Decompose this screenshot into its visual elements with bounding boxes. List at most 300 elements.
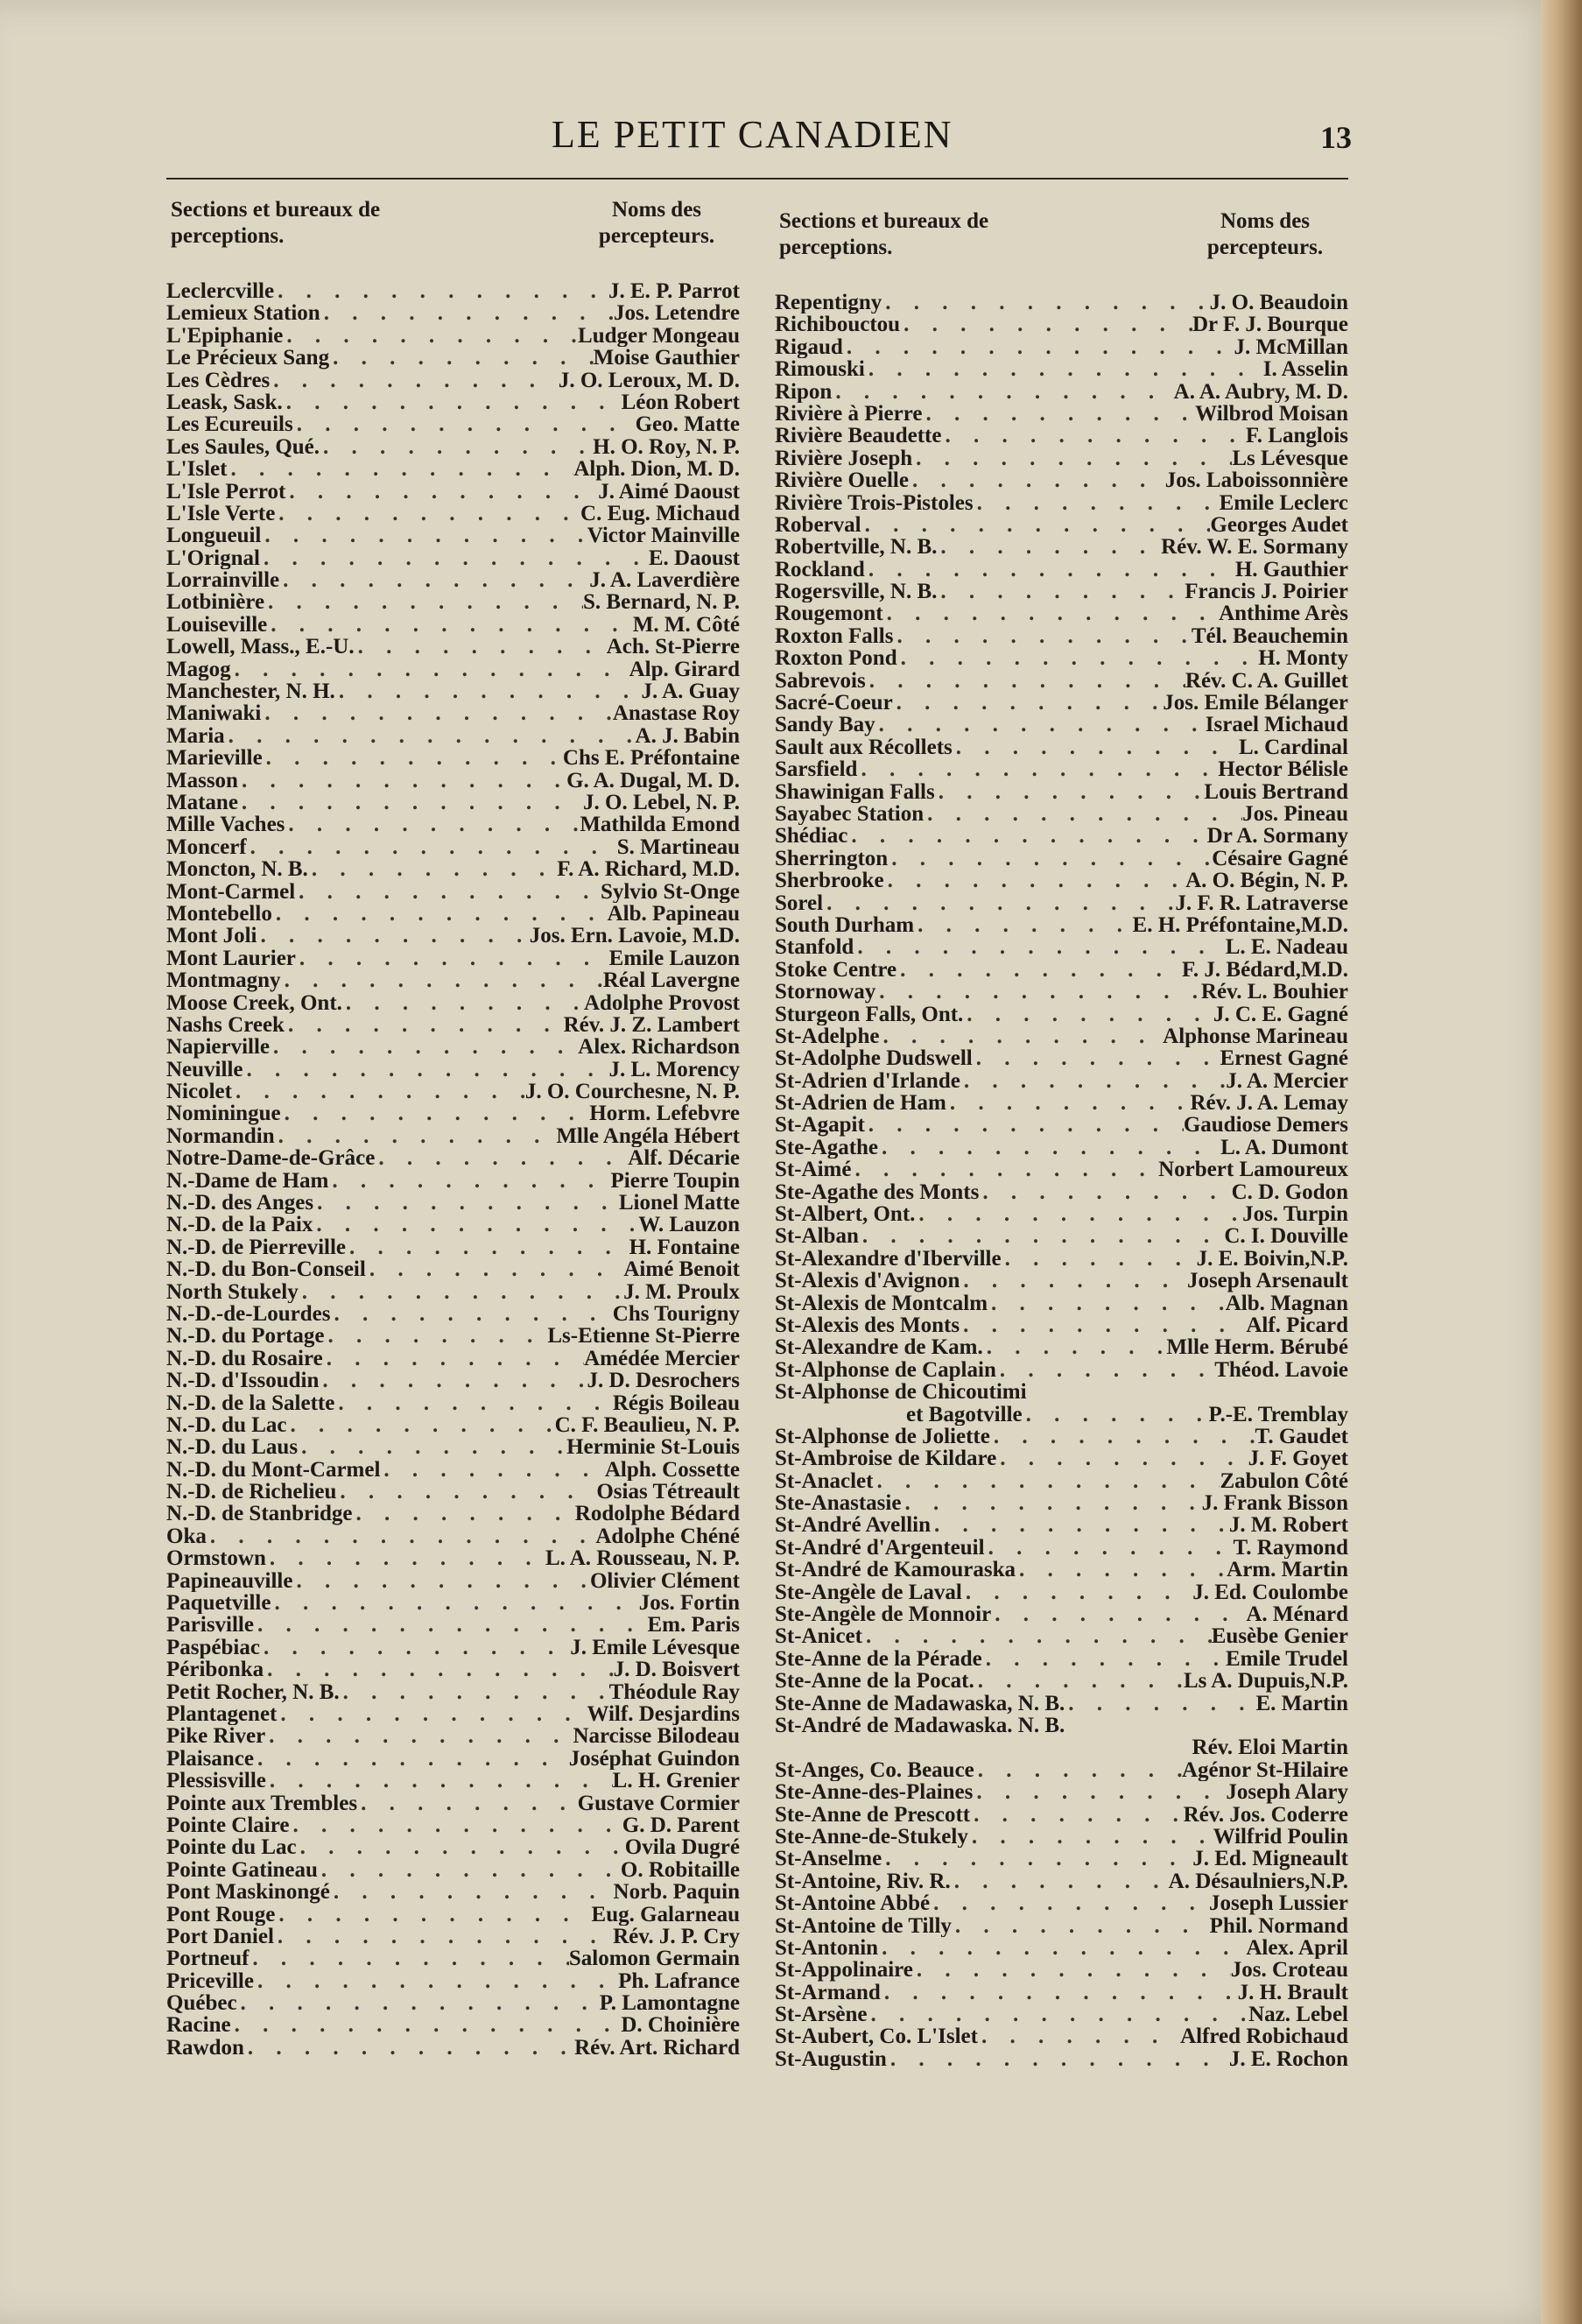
list-item: [775, 1447, 1348, 1469]
place-name: St-Agapit: [775, 1114, 865, 1137]
collector-name: Norb. Paquin: [613, 1881, 740, 1904]
place-name: L'Epiphanie: [166, 324, 284, 348]
place-name: St-Anselme: [775, 1848, 882, 1870]
place-name: St-Adolphe Dudswell: [775, 1047, 973, 1070]
collector-name: J. A. Guay: [641, 680, 740, 703]
place-name: Port Daniel: [166, 1925, 274, 1948]
place-name: L'Isle Verte: [166, 502, 276, 525]
dot-leader: [283, 325, 578, 347]
place-name: Rivière Ouelle: [775, 469, 909, 492]
list-item: [166, 1192, 740, 1214]
collector-name: Ernest Gagné: [1220, 1047, 1348, 1070]
place-name: Mont Joli: [166, 925, 257, 947]
place-name: Moncton, N. B.: [166, 858, 308, 881]
dot-leader: [912, 447, 1232, 469]
header-rule: [166, 178, 1348, 180]
place-name: Ripon: [775, 380, 833, 403]
list-item: [775, 1625, 1348, 1647]
place-name: Ste-Anne-des-Plaines: [775, 1781, 974, 1804]
dot-leader: [913, 1959, 1231, 1981]
collector-name: Jos. Laboissonnière: [1164, 469, 1348, 492]
collector-name: Lionel Matte: [618, 1192, 740, 1215]
collector-name: P.-E. Tremblay: [1208, 1403, 1348, 1426]
collector-name: T. Raymond: [1233, 1536, 1348, 1560]
list-item: [775, 313, 1348, 335]
list-item: [166, 1170, 740, 1192]
list-item: [166, 413, 740, 435]
collector-name: Alex. April: [1246, 1936, 1348, 1960]
list-item: [775, 2004, 1348, 2025]
list-item: [166, 591, 740, 613]
place-name: N.-D. du Bon-Conseil: [166, 1258, 366, 1281]
right-column-list: [775, 292, 1348, 2070]
dot-leader: [375, 1147, 628, 1169]
list-item: [166, 1503, 740, 1525]
place-name: Paquetville: [166, 1592, 271, 1615]
collector-name: Agénor St-Hilaire: [1181, 1758, 1348, 1782]
dot-leader: [308, 858, 557, 880]
dot-leader: [970, 1804, 1183, 1826]
collector-name: Dr F. J. Bourque: [1192, 313, 1348, 336]
collector-name: Ludger Mongeau: [578, 324, 740, 348]
dot-leader: [313, 1192, 619, 1214]
list-item: [775, 492, 1348, 514]
left-column-header: [166, 197, 740, 267]
list-item: [775, 381, 1348, 403]
list-item: [775, 1915, 1348, 1937]
dot-leader: [298, 1436, 566, 1458]
place-name: N.-D. du Rosaire: [166, 1347, 323, 1370]
dot-leader: [854, 936, 1225, 958]
place-name: Pike River: [166, 1725, 266, 1748]
place-name: Matane: [166, 791, 238, 814]
collector-name: Georges Audet: [1210, 513, 1348, 537]
place-name: Maniwaki: [166, 702, 262, 725]
dot-leader: [340, 1681, 609, 1703]
place-name: St-Alexis des Monts: [775, 1313, 960, 1337]
list-item: [775, 1514, 1348, 1536]
collector-name: Alp. Girard: [629, 658, 740, 681]
list-item: [775, 1314, 1348, 1336]
dot-leader: [893, 692, 1164, 714]
dot-leader: [951, 1870, 1169, 1892]
collector-name: A. A. Aubry, M. D.: [1173, 380, 1348, 403]
dot-leader: [991, 1603, 1246, 1625]
dot-leader: [915, 1203, 1242, 1225]
place-name: Longueuil: [166, 525, 262, 547]
list-item: [775, 625, 1348, 647]
collector-name: C. D. Godon: [1231, 1180, 1348, 1204]
dot-leader: [274, 280, 608, 302]
place-name: St-Antonin: [775, 1936, 879, 1960]
place-name: Sherrington: [775, 847, 889, 870]
dot-leader: [254, 1614, 647, 1636]
list-item: [775, 1848, 1348, 1870]
list-item: [166, 1370, 740, 1391]
place-name: Ste-Anne-de-Stukely: [775, 1825, 968, 1849]
collector-name: Wilbrod Moisan: [1195, 402, 1348, 426]
collector-name: E. Martin: [1255, 1692, 1348, 1715]
list-item: [166, 1258, 740, 1280]
dot-leader: [960, 1314, 1246, 1336]
dot-leader: [279, 569, 589, 591]
list-item: [775, 1114, 1348, 1136]
collector-name: E. H. Préfontaine,M.D.: [1132, 913, 1348, 937]
place-name: St-Alexis de Montcalm: [775, 1292, 988, 1314]
collector-name: Osias Tétreault: [596, 1481, 740, 1504]
collector-name: A. Désaulniers,N.P.: [1168, 1870, 1348, 1893]
list-item: [775, 1537, 1348, 1559]
dot-leader: [990, 1426, 1255, 1447]
list-item: [166, 1325, 740, 1347]
place-name: Ste-Anne de la Pérade: [775, 1647, 982, 1671]
dot-leader: [983, 1336, 1167, 1358]
dot-leader: [866, 670, 1185, 692]
dot-leader: [900, 313, 1192, 335]
place-name: Plantagenet: [166, 1703, 278, 1726]
list-item: [166, 1792, 740, 1814]
collector-name: Geo. Matte: [635, 413, 740, 436]
place-name: Lowell, Mass., E.-U.: [166, 636, 355, 658]
list-item: [775, 1092, 1348, 1114]
collector-name: A. J. Babin: [635, 724, 740, 748]
collector-name: Em. Paris: [647, 1614, 740, 1637]
list-item: [775, 1270, 1348, 1292]
dot-leader: [313, 1214, 638, 1236]
place-name: Roberval: [775, 513, 861, 537]
place-name: St-Anges, Co. Beauce: [775, 1758, 974, 1782]
list-item: [775, 602, 1348, 624]
dot-leader: [254, 1970, 618, 1992]
place-name: Oka: [166, 1525, 207, 1548]
list-item: [775, 1137, 1348, 1158]
collector-name: Pierre Toupin: [610, 1169, 740, 1193]
collector-name: Sylvio St-Onge: [600, 880, 740, 903]
dot-leader: [865, 358, 1263, 380]
list-item: [166, 658, 740, 680]
dot-leader: [320, 302, 614, 324]
collector-name: J. Aimé Daoust: [598, 480, 740, 503]
collector-name: Zabulon Côté: [1220, 1469, 1348, 1493]
dot-leader: [265, 1725, 573, 1747]
dot-leader: [941, 425, 1245, 447]
place-name: Masson: [166, 769, 238, 792]
list-item: [166, 525, 740, 546]
collector-name: Emile Leclerc: [1219, 491, 1348, 514]
place-name: Leclercville: [166, 280, 275, 303]
list-item: [166, 1281, 740, 1303]
place-name: N.-D. d'Issoudin: [166, 1370, 320, 1392]
place-name: Pont Maskinongé: [166, 1881, 330, 1904]
list-item: [166, 1236, 740, 1258]
list-item: [775, 1381, 1348, 1403]
collector-name: Rév. L. Bouhier: [1200, 981, 1348, 1004]
collector-name: Régis Boileau: [612, 1391, 740, 1414]
place-name: St-Adelphe: [775, 1025, 880, 1048]
list-item: [166, 636, 740, 658]
collector-name: P. Lamontagne: [599, 1992, 740, 2015]
list-item: [166, 1147, 740, 1169]
list-item: [775, 425, 1348, 447]
dot-leader: [924, 803, 1242, 825]
collector-name: Joséphat Guindon: [568, 1747, 740, 1771]
dot-leader: [266, 1547, 545, 1569]
list-item: [166, 2037, 740, 2059]
place-name: St-Aubert, Co. L'Islet: [775, 2025, 978, 2048]
place-name: Le Précieux Sang: [166, 347, 330, 370]
dot-leader: [264, 1658, 613, 1680]
dot-leader: [963, 1004, 1213, 1025]
list-item: [775, 914, 1348, 936]
collector-name: Rév. Jos. Coderre: [1183, 1803, 1348, 1826]
list-item: [166, 1125, 740, 1147]
collector-name: Chs E. Préfontaine: [562, 747, 740, 770]
collector-name: J. E. Rochon: [1228, 2047, 1348, 2071]
dot-leader: [875, 981, 1201, 1003]
place-name: Sarsfield: [775, 758, 858, 781]
place-name: St-André d'Argenteuil: [775, 1536, 985, 1560]
dot-leader: [935, 781, 1205, 803]
dot-leader: [930, 1892, 1209, 1914]
collector-name: Amédée Mercier: [584, 1347, 740, 1370]
collector-name: Alex. Richardson: [578, 1036, 740, 1059]
place-name: Sturgeon Falls, Ont.: [775, 1003, 964, 1025]
list-item: [166, 770, 740, 792]
collector-name: Chs Tourigny: [612, 1302, 740, 1326]
collector-name: J. A. Mercier: [1226, 1069, 1348, 1093]
collector-name: J. O. Beaudoin: [1209, 292, 1348, 314]
collector-name: L. A. Dumont: [1220, 1136, 1348, 1159]
dot-leader: [266, 1770, 613, 1792]
collector-name: D. Choinière: [621, 2014, 740, 2037]
list-item: [775, 981, 1348, 1003]
list-item: [166, 370, 740, 391]
place-name: Plaisance: [166, 1747, 254, 1771]
place-name: Lemieux Station: [166, 302, 320, 325]
collector-name: Joseph Alary: [1226, 1781, 1348, 1804]
place-name: Neuville: [166, 1058, 243, 1081]
collector-name: J. H. Brault: [1237, 1981, 1348, 2004]
place-name: Québec: [166, 1992, 237, 2015]
dot-leader: [1016, 1559, 1227, 1581]
collector-name: Rév. Art. Richard: [574, 2036, 740, 2060]
list-item: [775, 1359, 1348, 1381]
collector-name: C. I. Douville: [1224, 1225, 1348, 1248]
list-item: [775, 1004, 1348, 1025]
list-item: [166, 1658, 740, 1680]
list-item: [775, 647, 1348, 669]
collector-name: Léon Robert: [621, 391, 740, 414]
collector-name: J. McMillan: [1234, 335, 1348, 359]
dot-leader: [968, 1826, 1213, 1848]
dot-leader: [264, 591, 583, 613]
place-name: St-Antoine Abbé: [775, 1892, 931, 1915]
page-header: [0, 112, 1510, 165]
collector-name: Olivier Clément: [589, 1569, 740, 1593]
collector-name: Eusèbe Genier: [1211, 1625, 1348, 1648]
collector-name: Jos. Croteau: [1230, 1959, 1348, 1982]
dot-leader: [914, 914, 1132, 936]
dot-leader: [878, 1937, 1246, 1959]
collector-name: Jos. Ern. Lavoie, M.D.: [529, 925, 740, 947]
dot-leader: [247, 836, 617, 858]
place-name: St-Augustin: [775, 2047, 887, 2071]
list-item: [775, 1937, 1348, 1959]
collector-name: Jos. Turpin: [1242, 1203, 1348, 1226]
collector-name: Rév. W. E. Sormany: [1161, 536, 1348, 559]
dot-leader: [960, 1070, 1226, 1092]
place-name: St-Alexandre d'Iberville: [775, 1247, 1002, 1271]
place-name: Manchester, N. H.: [166, 680, 335, 703]
list-item: [775, 848, 1348, 870]
place-name: Louiseville: [166, 613, 268, 637]
place-name: Ste-Anne de Madawaska, N. B.: [775, 1692, 1065, 1715]
place-name: Magog: [166, 658, 231, 681]
list-item: [166, 1904, 740, 1926]
collector-name: Adolphe Provost: [583, 991, 740, 1014]
place-name: Rawdon: [166, 2036, 244, 2060]
dot-leader: [342, 992, 584, 1014]
collector-name: Alf. Décarie: [628, 1147, 740, 1170]
list-item: [166, 547, 740, 569]
list-item: [775, 1404, 1348, 1426]
place-name: Sabrevois: [775, 669, 866, 693]
place-name: Rivière Joseph: [775, 447, 913, 470]
list-item: [775, 892, 1348, 914]
collector-name: Gaudiose Demers: [1183, 1114, 1348, 1137]
list-item: [166, 391, 740, 413]
list-item: [775, 1826, 1348, 1848]
collector-name: H. Fontaine: [629, 1236, 740, 1259]
place-name: Ste-Anastasie: [775, 1492, 902, 1515]
collector-name: C. Eug. Michaud: [580, 502, 740, 525]
place-name: Mont-Carmel: [166, 880, 296, 903]
dot-leader: [267, 614, 633, 636]
dot-leader: [865, 1114, 1184, 1136]
list-item: [166, 347, 740, 369]
collector-name: F. Langlois: [1245, 425, 1348, 447]
list-item: [775, 403, 1348, 425]
list-item: [775, 358, 1348, 380]
place-name: Lorrainville: [166, 569, 280, 592]
column-heading-collectors: Noms des percepteurs.: [598, 198, 715, 248]
dot-leader: [263, 747, 563, 769]
collector-name: G. A. Dugal, M. D.: [566, 769, 740, 792]
list-item: [775, 1603, 1348, 1625]
place-name: Sherbrooke: [775, 870, 884, 892]
collector-name: Arm. Martin: [1227, 1559, 1348, 1581]
place-name: Rogersville, N. B.: [775, 581, 938, 603]
collector-name: M. M. Côté: [632, 613, 740, 637]
collector-name: Mlle Herm. Bérubé: [1166, 1336, 1348, 1359]
collector-name: L. E. Nadeau: [1225, 936, 1348, 959]
list-item: [775, 1426, 1348, 1447]
dot-leader: [285, 1014, 564, 1036]
list-item: [166, 1703, 740, 1725]
dot-leader: [231, 658, 629, 680]
list-item: [166, 1348, 740, 1370]
dot-leader: [985, 1537, 1234, 1559]
dot-leader: [884, 870, 1186, 891]
dot-leader: [237, 1992, 600, 2014]
place-name: N.-D. de Stanbridge: [166, 1503, 353, 1525]
collector-name: J. E. Boivin,N.P.: [1196, 1247, 1348, 1271]
collector-name: J. Ed. Coulombe: [1192, 1581, 1348, 1604]
list-item: [775, 1336, 1348, 1358]
place-name: Papineauville: [166, 1569, 293, 1593]
collector-name: S. Bernard, N. P.: [583, 591, 740, 614]
list-item: [166, 325, 740, 347]
collector-name: Eug. Galarneau: [591, 1903, 740, 1926]
list-item: [166, 1414, 740, 1436]
list-item: [166, 1748, 740, 1770]
list-item: [166, 302, 740, 324]
place-name: Sayabec Station: [775, 802, 925, 826]
place-name: N.-D. de Richelieu: [166, 1481, 337, 1504]
place-name: N.-D.-de-Lourdes: [166, 1302, 331, 1326]
dot-leader: [275, 1904, 591, 1926]
collector-name: Tél. Beauchemin: [1191, 624, 1348, 648]
place-name: Rimouski: [775, 358, 865, 381]
place-name: Pointe Gatineau: [166, 1858, 318, 1882]
dot-leader: [862, 1625, 1212, 1647]
dot-leader: [832, 381, 1173, 403]
page-title: LE PETIT CANADIEN: [552, 113, 953, 156]
right-column: [775, 208, 1348, 2070]
dot-leader: [320, 436, 593, 458]
place-name: N.-D. de Pierreville: [166, 1236, 347, 1259]
place-name: N.-D. de la Salette: [166, 1391, 335, 1414]
dot-leader: [238, 792, 583, 813]
place-name: Ste-Agathe: [775, 1136, 879, 1159]
page-edge: [1541, 0, 1582, 2324]
place-name: Rougemont: [775, 602, 883, 625]
list-item: [166, 1836, 740, 1858]
place-name: Notre-Dame-de-Grâce: [166, 1147, 376, 1170]
collector-name: Alb. Magnan: [1225, 1292, 1348, 1314]
place-name: Robertville, N. B.: [775, 536, 938, 559]
collector-name: Moise Gauthier: [593, 347, 740, 370]
list-item: [775, 1959, 1348, 1981]
dot-leader: [296, 947, 609, 969]
list-item: [166, 2014, 740, 2036]
collector-name: Alph. Dion, M. D.: [573, 458, 740, 481]
list-item: [775, 1781, 1348, 1803]
dot-leader: [893, 625, 1191, 647]
dot-leader: [897, 647, 1259, 669]
collector-name: Salomon Germain: [568, 1947, 740, 1970]
collector-name: E. Daoust: [648, 546, 740, 570]
collector-name: Rév. Eloi Martin: [1192, 1736, 1348, 1759]
list-item: [775, 1870, 1348, 1892]
dot-leader: [974, 1670, 1184, 1692]
place-name: Stoke Centre: [775, 958, 897, 982]
dot-leader: [275, 1125, 557, 1147]
dot-leader: [207, 1525, 596, 1547]
collector-name: Alphonse Marineau: [1163, 1025, 1348, 1048]
collector-name: Alfred Robichaud: [1180, 2025, 1348, 2048]
collector-name: Théodule Ray: [608, 1680, 740, 1703]
dot-leader: [931, 1514, 1229, 1536]
list-item: [166, 1770, 740, 1792]
collector-name: Rév. J. A. Lemay: [1190, 1092, 1348, 1115]
place-name: Montmagny: [166, 969, 281, 992]
collector-name: G. D. Parent: [622, 1813, 740, 1837]
list-item: [775, 670, 1348, 692]
list-item: [166, 1459, 740, 1481]
dot-leader: [979, 1181, 1231, 1203]
dot-leader: [281, 969, 603, 991]
